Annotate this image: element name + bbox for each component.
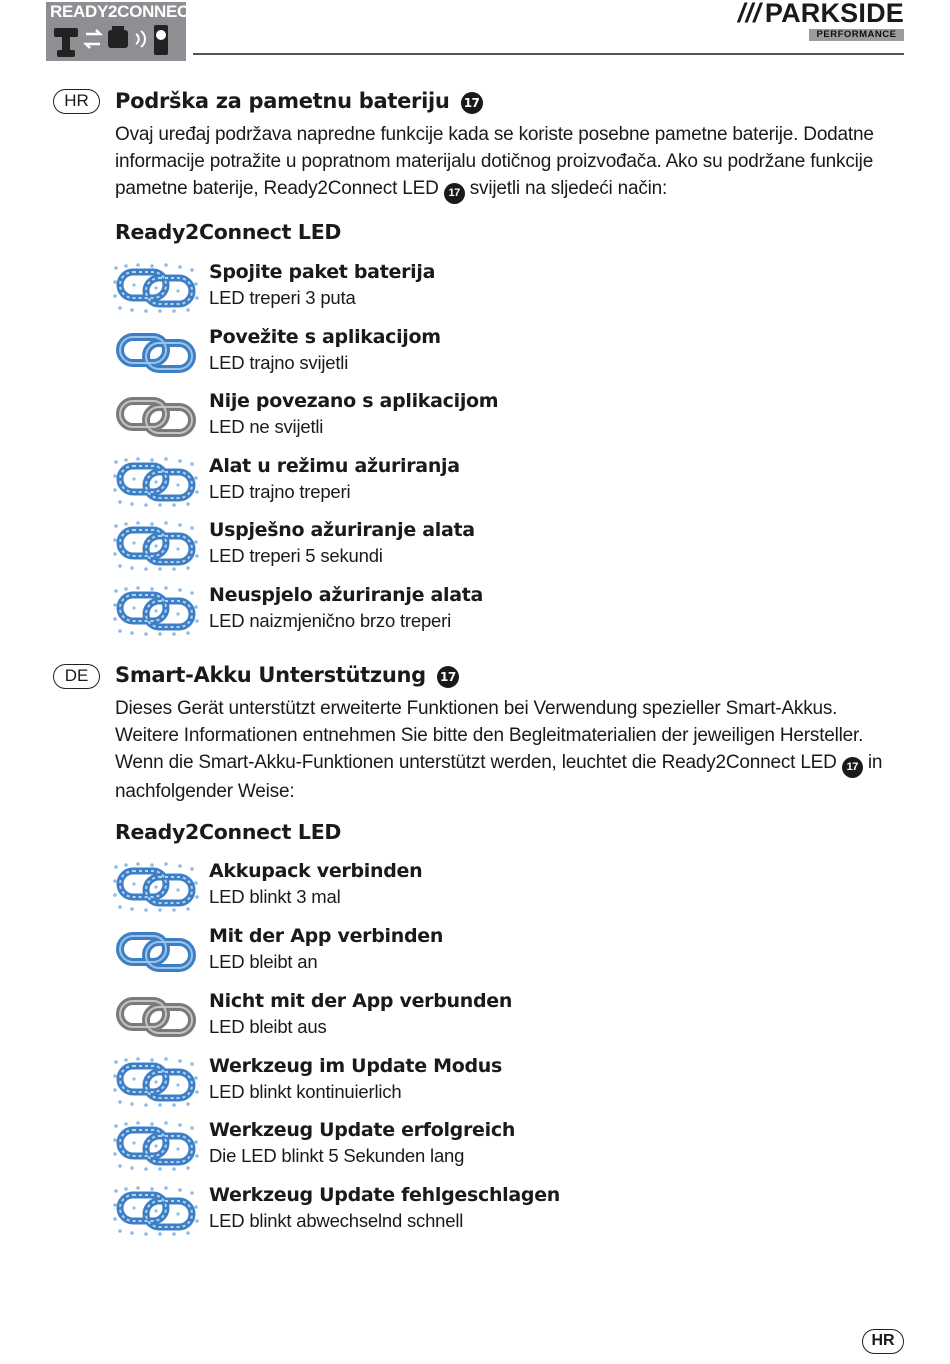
led-status-description: LED treperi 5 sekundi [209,545,383,566]
language-badge-de: DE [53,664,100,689]
link-blinking-icon [112,1120,200,1172]
led-status-title: Werkzeug im Update Modus [209,1055,503,1077]
led-status-title: Mit der App verbinden [209,925,444,947]
led-status-description: LED trajno svijetli [209,352,349,373]
reference-number-17: 17 [444,183,465,204]
led-status-row [112,1118,712,1174]
language-badge-hr: HR [53,89,100,114]
led-status-description: LED ne svijetli [209,416,324,437]
led-status-row [112,454,712,510]
link-blinking-icon [112,585,200,637]
link-off-icon [112,991,200,1043]
brand-performance-tag: PERFORMANCE [809,29,904,41]
page-language-badge: HR [862,1329,904,1354]
section-paragraph-de: Dieses Gerät unterstützt erweiterte Funktionen bei Verwendung spezieller Smart-Akkus. Weitere Informationen entnehmen Sie bitte den Begleitmaterialien der jeweiligen Hersteller. Wenn die Smart-Akku-Funktionen unterstützt werden, leuchtet die Ready2Connect LED 17 in nachfolgender Weise: [115,698,883,802]
led-status-title: Spojite paket baterija [209,261,436,283]
brand-name: PARKSIDE [764,0,904,28]
subheading-ready2connect-led-de: Ready2Connect LED [115,820,342,844]
reference-number-17: 17 [461,92,483,114]
led-status-title: Uspješno ažuriranje alata [209,519,475,541]
led-status-description: LED bleibt an [209,951,318,972]
led-status-title: Werkzeug Update fehlgeschlagen [209,1184,561,1206]
link-off-icon [112,391,200,443]
led-status-title: Alat u režimu ažuriranja [209,455,460,477]
led-status-title: Neuspjelo ažuriranje alata [209,584,484,606]
ready2connect-pictograms-icon [50,24,182,58]
led-status-row [112,325,712,381]
led-status-description: LED blinkt kontinuierlich [209,1081,402,1102]
brand-slashes: /// [737,0,761,28]
led-status-row [112,924,712,980]
section-title-de: Smart-Akku Unterstützung 17 [115,662,459,688]
section-title-hr: Podrška za pametnu bateriju 17 [115,88,483,114]
led-status-description: LED blinkt 3 mal [209,886,341,907]
led-status-title: Nicht mit der App verbunden [209,990,513,1012]
reference-number-17: 17 [437,666,459,688]
led-status-row [112,989,712,1045]
led-status-row [112,260,712,316]
led-status-description: LED blinkt abwechselnd schnell [209,1210,464,1231]
led-status-title: Akkupack verbinden [209,860,423,882]
led-status-row [112,389,712,445]
link-blinking-icon [112,861,200,913]
link-blinking-icon [112,520,200,572]
led-status-title: Povežite s aplikacijom [209,326,441,348]
led-status-description: LED naizmjenično brzo treperi [209,610,452,631]
link-on-icon [112,327,200,379]
section-paragraph-hr: Ovaj uređaj podržava napredne funkcije kada se koriste posebne pametne baterije. Dodatne informacije potražite u popratnom materijalu dotičnog proizvođača. Ako su podržane funkcije pametne baterije, Ready2Connect LED 17 svijetli na sljedeći način: [115,121,905,204]
led-status-description: LED treperi 3 puta [209,287,356,308]
led-status-row [112,1183,712,1239]
link-blinking-icon [112,456,200,508]
led-status-row [112,859,712,915]
led-status-row [112,583,712,639]
led-status-description: LED bleibt aus [209,1016,327,1037]
ready2connect-logo [46,2,200,61]
led-status-row [112,1054,712,1110]
header-rule [193,53,904,55]
led-status-description: LED trajno treperi [209,481,351,502]
subheading-ready2connect-led-hr: Ready2Connect LED [115,220,342,244]
link-on-icon [112,926,200,978]
ready2connect-logo-text: READY2CONNECT [50,2,200,21]
led-status-row [112,518,712,574]
led-status-title: Nije povezano s aplikacijom [209,390,499,412]
led-status-title: Werkzeug Update erfolgreich [209,1119,516,1141]
parkside-logo [737,0,904,40]
link-blinking-icon [112,262,200,314]
reference-number-17: 17 [842,757,863,778]
led-status-description: Die LED blinkt 5 Sekunden lang [209,1145,465,1166]
link-blinking-icon [112,1185,200,1237]
link-blinking-icon [112,1056,200,1108]
